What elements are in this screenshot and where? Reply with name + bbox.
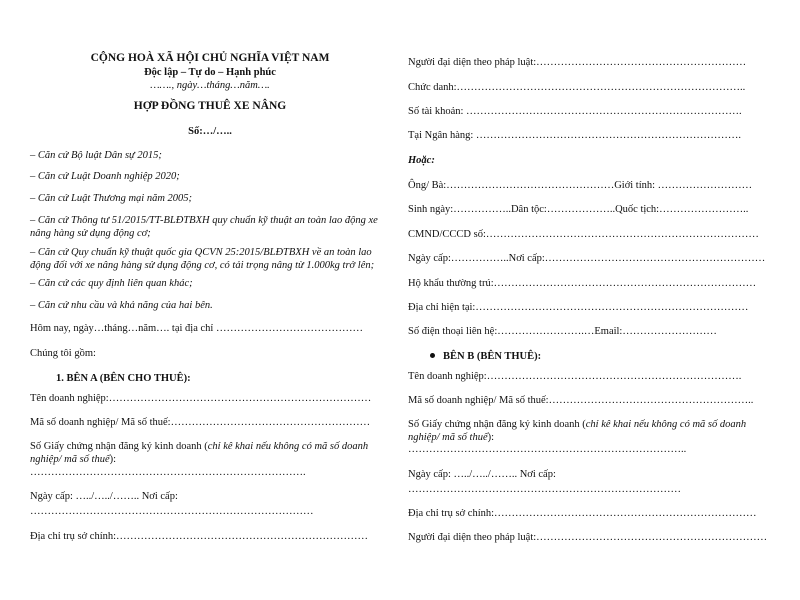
legal-basis-2: – Căn cứ Luật Doanh nghiệp 2020; <box>30 171 180 182</box>
party-a-number: 1. <box>56 373 64 384</box>
contract-title: HỢP ĐỒNG THUÊ XE NÂNG <box>133 100 287 112</box>
party-a-issue-date-field: Ngày cấp: …../…../…….. Nơi cấp: <box>30 491 178 502</box>
person-name-gender-field: Ông/ Bà:…………………………………………Giới tính: ……………………… <box>408 180 753 191</box>
phone-email-field: Số điện thoại liên hệ:…………………….…Email:……………………… <box>408 326 717 337</box>
or-label: Hoặc: <box>408 155 435 166</box>
legal-basis-1: – Căn cứ Bộ luật Dân sự 2015; <box>30 150 162 161</box>
legal-basis-4: – Căn cứ Thông tư 51/2015/TT-BLĐTBXH quy chuẩn kỹ thuật an toàn lao động xe nâng hàng sử dụng động cơ; <box>30 215 378 239</box>
id-issue-field: Ngày cấp:……………..Nơi cấp:……………………………………………………… <box>408 253 766 264</box>
license-label: Số Giấy chứng nhận đăng ký kinh doanh ( <box>408 419 586 430</box>
contract-number: Số:…/….. <box>188 126 232 137</box>
party-b-license-dots: …………………………………………………………………….. <box>408 444 687 455</box>
birth-ethnicity-nationality-field: Sinh ngày:……………..Dân tộc:………………..Quốc tịch:…………………….. <box>408 204 749 215</box>
party-b-license-field <box>408 418 768 444</box>
place-date-line: ……., ngày…tháng…năm…. <box>150 80 270 91</box>
party-a-company-field: Tên doanh nghiệp:………………………………………………………………… <box>30 393 372 404</box>
country-heading: CỘNG HOÀ XÃ HỘI CHỦ NGHĨA VIỆT NAM <box>90 52 330 64</box>
party-b-address-field: Địa chỉ trụ sở chính:………………………………………………………………… <box>408 508 757 519</box>
party-b-tax-field: Mã số doanh nghiệp/ Mã số thuế:………………………………………………….. <box>408 395 754 406</box>
party-b-issue-date-field: Ngày cấp: …../…../…….. Nơi cấp: <box>408 469 556 480</box>
party-a-license-dots: ……………………………………………………………………. <box>30 467 306 478</box>
party-b-heading <box>408 350 541 363</box>
legal-basis-3: – Căn cứ Luật Thương mại năm 2005; <box>30 193 193 204</box>
party-a-address-field: Địa chỉ trụ sở chính:……………………………………………………………… <box>30 531 369 542</box>
party-a-heading <box>56 372 191 385</box>
party-a-bank-field: Tại Ngân hàng: …………………………………………………………………. <box>408 130 742 141</box>
party-a-tax-field: Mã số doanh nghiệp/ Mã số thuế:………………………………………………… <box>30 417 371 428</box>
party-b-representative-field: Người đại diện theo pháp luật:………………………………………………………… <box>408 532 768 543</box>
party-b-issue-place-dots: …………………………………………………………………… <box>408 484 681 495</box>
license-note: chỉ kê khai nếu không có mã số doanh nghiệp/ mã số thuế <box>30 441 369 465</box>
license-note: chỉ kê khai nếu không có mã số doanh nghiệp/ mã số thuế <box>408 419 747 443</box>
intro-today-line: Hôm nay, ngày…tháng…năm…. tại địa chỉ …………………………………… <box>30 323 363 334</box>
license-end: ): <box>487 432 495 443</box>
party-a-representative-field: Người đại diện theo pháp luật:…………………………………………………… <box>408 57 747 68</box>
legal-basis-6: – Căn cứ các quy định liên quan khác; <box>30 278 193 289</box>
id-number-field: CMND/CCCD số:…………………………………………………………………… <box>408 229 759 240</box>
party-a-issue-place-dots: ……………………………………………………………………… <box>30 506 314 517</box>
motto: Độc lập – Tự do – Hạnh phúc <box>144 67 276 78</box>
party-a-position-field: Chức danh:……………………………………………………………………….. <box>408 82 746 93</box>
party-b-company-field: Tên doanh nghiệp:………………………………………………………………. <box>408 371 742 382</box>
license-end: ): <box>109 454 117 465</box>
party-b-heading-text: BÊN B (BÊN THUÊ): <box>443 351 542 362</box>
legal-basis-5: – Căn cứ Quy chuẩn kỹ thuật quốc gia QCVN 25:2015/BLĐTBXH về an toàn lao động đối với xe nâng hàng sử dụng động cơ, có tải trọng nâng từ 1.000kg trở lên; <box>30 247 375 271</box>
intro-we-are: Chúng tôi gồm: <box>30 348 96 359</box>
party-a-account-field: Số tài khoản: ……………………………………………………………………. <box>408 106 742 117</box>
household-field: Hộ khẩu thường trú:………………………………………………………………… <box>408 278 757 289</box>
party-a-license-field <box>30 440 390 466</box>
legal-basis-7: – Căn cứ nhu cầu và khả năng của hai bên. <box>30 300 213 311</box>
bullet-icon <box>430 353 435 358</box>
party-a-heading-text: BÊN A (BÊN CHO THUÊ): <box>66 373 191 384</box>
license-label: Số Giấy chứng nhận đăng ký kinh doanh ( <box>30 441 208 452</box>
current-address-field: Địa chỉ hiện tại:…………………………………………………………………… <box>408 302 749 313</box>
